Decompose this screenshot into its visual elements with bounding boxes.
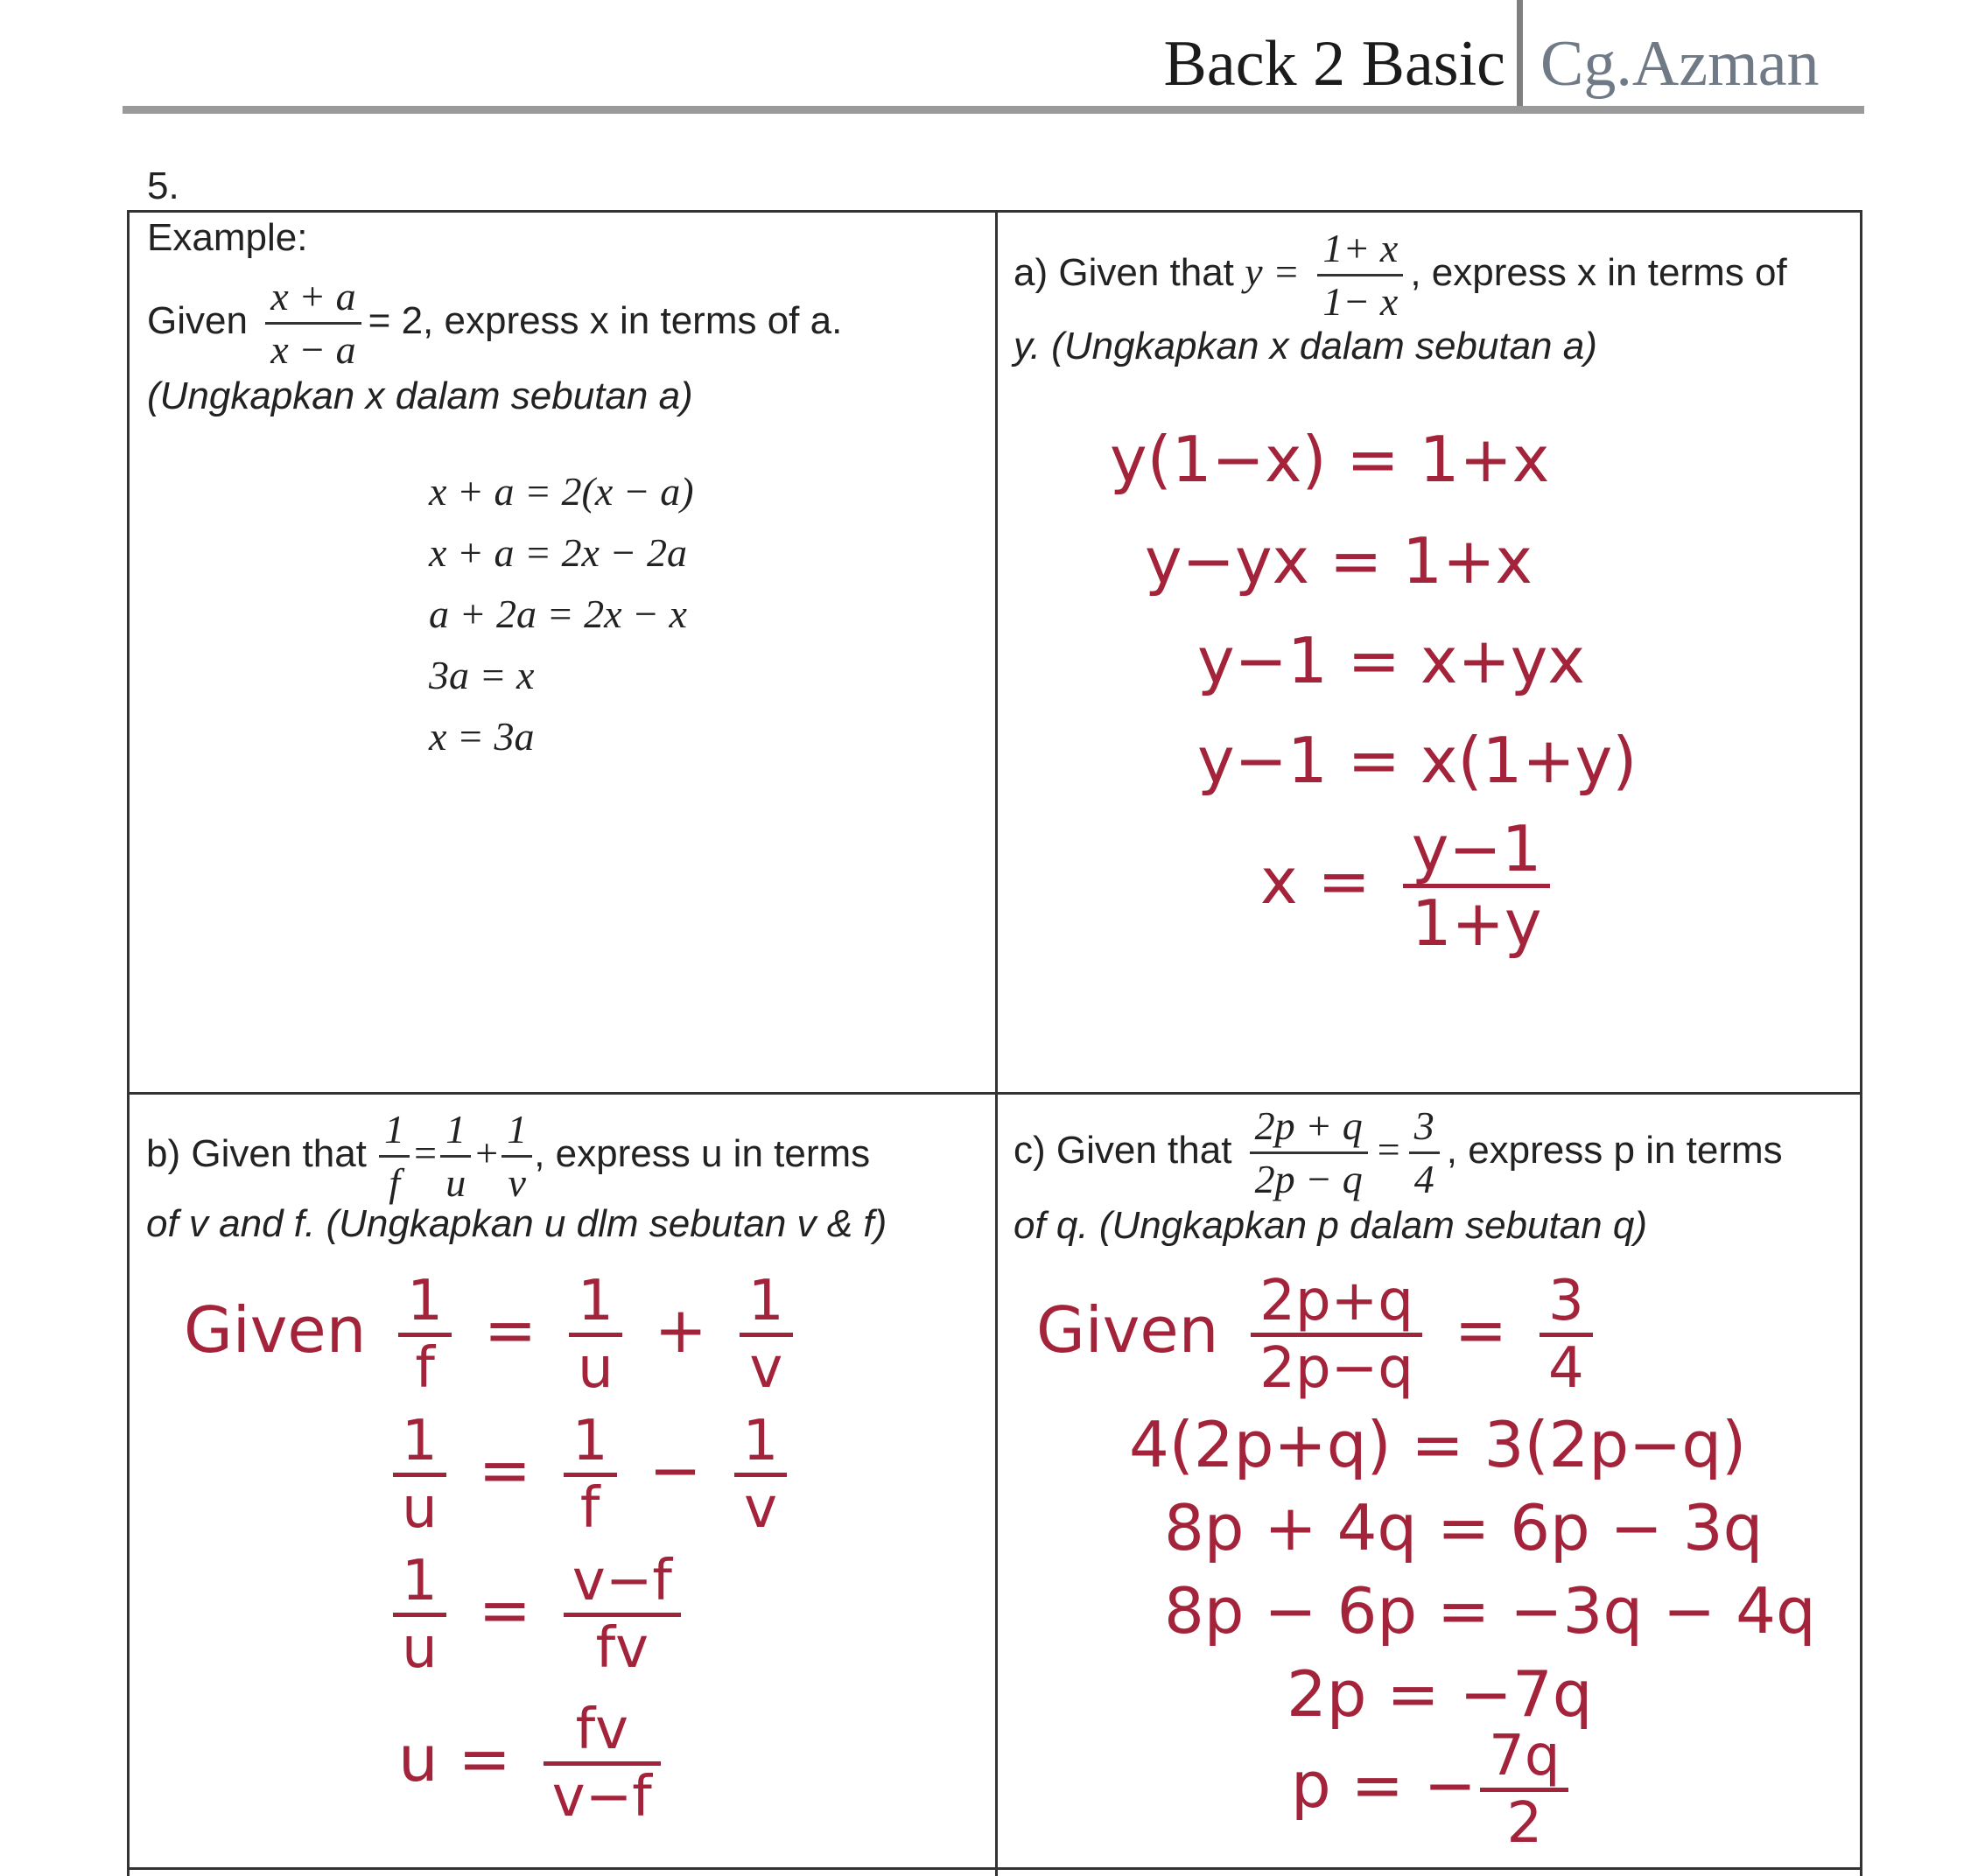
part-b-line2: of v and f. (Ungkapkan u dlm sebutan v & f) [146, 1202, 887, 1245]
example-frac-num: x + a [265, 271, 361, 325]
example-heading: Example: [147, 216, 308, 259]
part-b-sol-r2-b-num: 1 [564, 1410, 617, 1477]
part-c-sol-line5: 2p = −7q [1287, 1657, 1593, 1731]
part-b-question [146, 1096, 870, 1211]
part-c-eq: = [1374, 1127, 1402, 1172]
brand-back2basic: Back 2 Basic [1163, 28, 1505, 100]
part-a-sol-fraction [1403, 814, 1551, 958]
part-b-sol-r3-eq: = [478, 1573, 531, 1648]
part-b-sol-row2 [381, 1410, 799, 1540]
example-step-4: 3a = x [429, 653, 535, 697]
header-rule [123, 106, 1864, 114]
part-b-eq: = [411, 1130, 439, 1175]
part-c-sol-line6-frac [1480, 1725, 1568, 1855]
part-a-line2: y. (Ungkapkan x dalam sebutan a) [1014, 325, 1597, 368]
part-b-prefix: b) Given that [146, 1132, 367, 1175]
part-b-sol-r2-c-num: 1 [734, 1410, 788, 1477]
part-b-sol-r3-frac-b [564, 1550, 681, 1680]
part-b-sol-r3-b-num: v−f [564, 1550, 681, 1617]
part-c-cell [998, 1095, 1860, 1867]
part-b-sol-r1-op: + [654, 1293, 707, 1368]
example-instruction: , express x in terms of a. [423, 299, 843, 342]
part-b-sol-row1 [184, 1270, 805, 1400]
part-b-frac-2 [440, 1104, 471, 1208]
part-b-sol-given: Given [184, 1293, 367, 1368]
part-c-sol-line3: 8p + 4q = 6p − 3q [1164, 1491, 1764, 1564]
part-b-sol-r3-a-den: u [402, 1616, 438, 1681]
part-b-plus: + [473, 1130, 501, 1175]
part-b-sol-r3-a-num: 1 [393, 1550, 446, 1617]
example-step-3: a + 2a = 2x − x [429, 592, 687, 636]
worksheet-table [127, 210, 1862, 1876]
part-c-sol-given-line [1036, 1270, 1605, 1400]
part-a-fraction [1317, 223, 1403, 327]
part-b-sol-r1-eq: = [483, 1293, 537, 1368]
part-b-sol-r2-a-den: u [402, 1476, 438, 1541]
part-a-frac-den: 1− x [1322, 278, 1399, 324]
part-a-sol-frac-num: y−1 [1403, 814, 1551, 888]
part-b-sol-r1-a-den: f [415, 1336, 435, 1401]
part-c-sol-line6 [1291, 1725, 1581, 1855]
part-b-frac-1 [379, 1104, 410, 1208]
part-b-frac-2-den: u [445, 1159, 466, 1205]
part-c-sol-line2: 4(2p+q) = 3(2p−q) [1129, 1408, 1747, 1481]
part-b-sol-r2-frac-a [393, 1410, 446, 1540]
part-b-sol-r2-a-num: 1 [393, 1410, 446, 1477]
part-b-sol-r1-a-num: 1 [398, 1270, 452, 1337]
part-c-sol-line4: 8p − 6p = −3q − 4q [1164, 1574, 1816, 1648]
part-b-instruction: , express u in terms [534, 1132, 871, 1175]
table-divider-bottom [127, 1867, 1862, 1870]
part-b-sol-r4-frac [544, 1698, 661, 1829]
part-c-frac-1-den: 2p − q [1254, 1156, 1363, 1201]
example-given-line [147, 264, 842, 378]
brand-separator [1517, 0, 1523, 109]
part-b-frac-2-num: 1 [440, 1104, 471, 1158]
example-fraction [265, 271, 361, 375]
part-b-sol-r2-frac-c [734, 1410, 788, 1540]
example-cell [127, 210, 995, 1092]
part-c-prefix: c) Given that [1014, 1129, 1232, 1172]
part-b-sol-r2-eq: = [478, 1433, 531, 1508]
part-c-instruction: , express p in terms [1446, 1129, 1783, 1172]
part-b-sol-r1-frac-a [398, 1270, 452, 1400]
page-header [0, 0, 1978, 122]
part-a-prefix: a) Given that [1014, 251, 1234, 294]
part-b-cell [127, 1095, 995, 1867]
part-c-sol-g-rden: 4 [1547, 1336, 1584, 1401]
part-a-sol-line4: y−1 = x(1+y) [1197, 724, 1638, 797]
part-b-sol-r1-frac-b [569, 1270, 622, 1400]
part-b-sol-row4 [398, 1698, 673, 1829]
part-c-sol-line6-den: 2 [1506, 1791, 1543, 1856]
part-a-sol-line2: y−yx = 1+x [1145, 524, 1533, 598]
part-b-sol-r1-frac-c [740, 1270, 793, 1400]
part-a-sol-line5 [1260, 814, 1562, 958]
part-a-cell [998, 210, 1860, 1092]
part-b-sol-r4-num: fv [544, 1698, 661, 1766]
part-c-sol-g-den: 2p−q [1259, 1336, 1413, 1401]
part-c-sol-g-eq: = [1454, 1293, 1508, 1368]
part-b-sol-r2-b-den: f [579, 1476, 600, 1541]
part-a-sol-line5-lhs: x = [1260, 844, 1371, 919]
part-c-line2: of q. (Ungkapkan p dalam sebutan q) [1014, 1204, 1648, 1247]
example-step-2: x + a = 2x − 2a [429, 530, 687, 575]
part-b-sol-r1-b-num: 1 [569, 1270, 622, 1337]
part-c-sol-frac-right [1540, 1270, 1593, 1400]
part-a-frac-num: 1+ x [1317, 223, 1403, 276]
part-c-sol-line6-lhs: p = − [1291, 1748, 1477, 1823]
part-b-sol-r3-b-den: fv [595, 1616, 649, 1681]
part-b-frac-3-den: v [508, 1159, 526, 1205]
part-c-sol-frac-left [1251, 1270, 1422, 1400]
example-step-5: x = 3a [429, 714, 535, 759]
part-c-sol-given: Given [1036, 1293, 1219, 1368]
part-b-sol-r2-op: − [649, 1433, 702, 1508]
part-c-frac-1 [1250, 1101, 1368, 1205]
part-b-sol-r2-frac-b [564, 1410, 617, 1540]
example-equals-rhs: = 2 [368, 299, 424, 342]
part-c-frac-2-den: 4 [1413, 1156, 1434, 1201]
example-frac-den: x − a [270, 326, 356, 372]
brand-author: Cg.Azman [1540, 28, 1820, 100]
part-c-question [1014, 1093, 1783, 1208]
part-a-sol-line1: y(1−x) = 1+x [1110, 423, 1550, 496]
part-c-frac-1-num: 2p + q [1250, 1101, 1368, 1154]
part-c-sol-g-rnum: 3 [1540, 1270, 1593, 1337]
part-a-sol-line3: y−1 = x+yx [1197, 624, 1586, 697]
part-c-sol-line6-num: 7q [1480, 1725, 1568, 1792]
part-b-sol-r4-den: v−f [551, 1765, 652, 1830]
part-b-sol-r1-b-den: u [578, 1336, 614, 1401]
example-given-word: Given [147, 299, 248, 342]
table-border-right [1860, 210, 1862, 1876]
part-a-lhs: y = [1245, 249, 1301, 294]
part-b-frac-3 [502, 1104, 532, 1208]
part-c-frac-2-num: 3 [1409, 1101, 1440, 1154]
part-a-sol-frac-den: 1+y [1411, 886, 1542, 960]
part-b-sol-r1-c-num: 1 [740, 1270, 793, 1337]
part-b-frac-3-num: 1 [502, 1104, 532, 1158]
question-number: 5. [147, 164, 179, 207]
part-a-question [1014, 215, 1787, 330]
part-a-instruction: , express x in terms of [1410, 251, 1787, 294]
part-b-sol-r2-c-den: v [744, 1476, 777, 1541]
part-b-frac-1-den: f [389, 1159, 401, 1205]
example-malay: (Ungkapkan x dalam sebutan a) [147, 374, 693, 417]
part-b-sol-row3 [381, 1550, 693, 1680]
part-c-sol-g-num: 2p+q [1251, 1270, 1422, 1337]
part-b-sol-r3-frac-a [393, 1550, 446, 1680]
part-b-sol-r1-c-den: v [749, 1336, 783, 1401]
example-step-1: x + a = 2(x − a) [429, 469, 694, 514]
part-c-frac-2 [1409, 1101, 1440, 1205]
part-b-sol-r4-lhs: u = [398, 1722, 511, 1796]
part-b-frac-1-num: 1 [379, 1104, 410, 1158]
